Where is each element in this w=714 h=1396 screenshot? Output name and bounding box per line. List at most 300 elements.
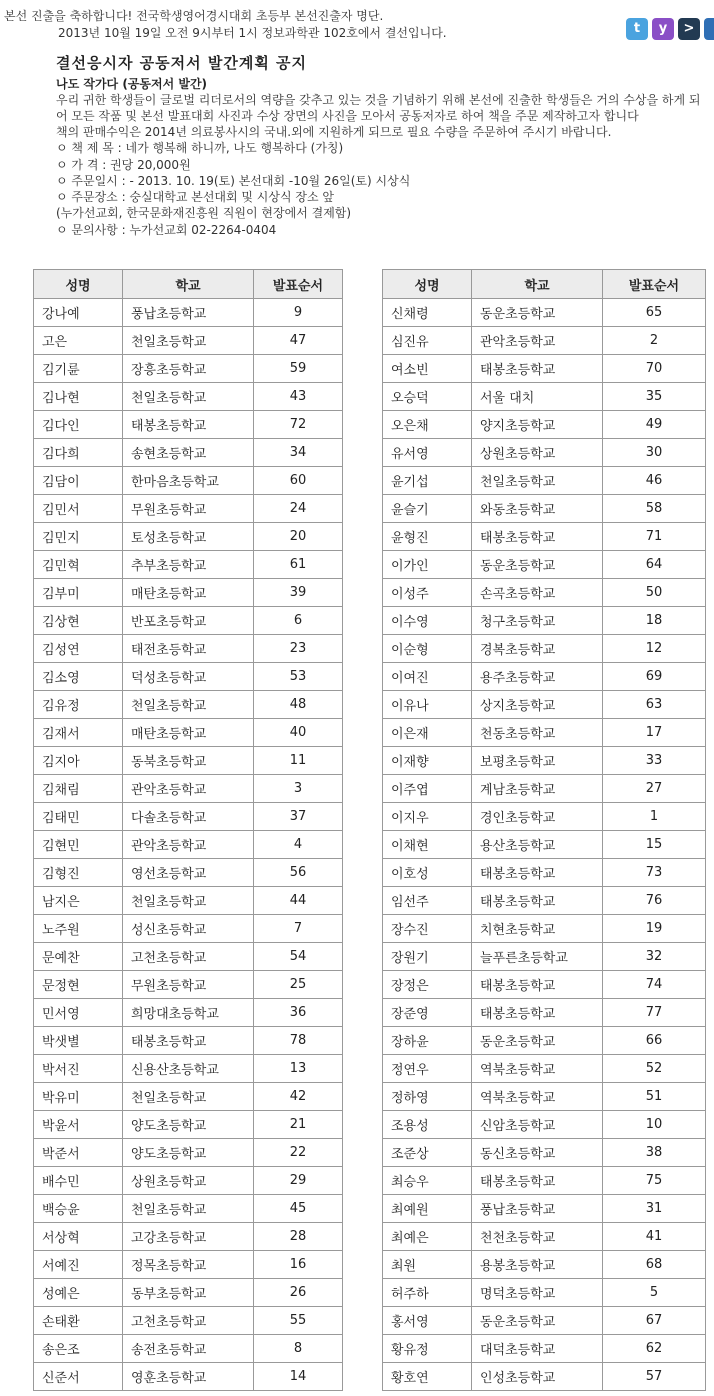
cell-school: 태봉초등학교 <box>472 355 603 383</box>
cell-order: 19 <box>603 915 706 943</box>
cell-name: 노주원 <box>34 915 123 943</box>
cell-school: 관악초등학교 <box>123 775 254 803</box>
table-row <box>383 859 706 887</box>
cell-name: 서예진 <box>34 1251 123 1279</box>
cell-name: 심진유 <box>383 327 472 355</box>
table-row <box>383 579 706 607</box>
cell-name: 이재향 <box>383 747 472 775</box>
cell-name: 이여진 <box>383 663 472 691</box>
cell-school: 천일초등학교 <box>123 691 254 719</box>
cell-school: 용봉초등학교 <box>472 1251 603 1279</box>
cell-name: 조용성 <box>383 1111 472 1139</box>
cell-order: 1 <box>603 803 706 831</box>
cell-school: 치현초등학교 <box>472 915 603 943</box>
cell-school: 동부초등학교 <box>123 1279 254 1307</box>
table-row <box>34 971 343 999</box>
cell-name: 이가인 <box>383 551 472 579</box>
cell-order: 50 <box>603 579 706 607</box>
cell-school: 태봉초등학교 <box>472 999 603 1027</box>
cell-name: 문정현 <box>34 971 123 999</box>
cell-school: 동운초등학교 <box>472 1307 603 1335</box>
cell-order: 64 <box>603 551 706 579</box>
table-row <box>383 1139 706 1167</box>
cell-school: 천동초등학교 <box>472 719 603 747</box>
cell-order: 47 <box>254 327 343 355</box>
table-row <box>34 719 343 747</box>
table-row <box>34 411 343 439</box>
table-row <box>383 747 706 775</box>
table-row <box>34 999 343 1027</box>
cell-school: 명덕초등학교 <box>472 1279 603 1307</box>
table-row <box>34 747 343 775</box>
table-row <box>34 691 343 719</box>
cell-order: 74 <box>603 971 706 999</box>
table-row <box>34 467 343 495</box>
cell-name: 김성연 <box>34 635 123 663</box>
cell-school: 상원초등학교 <box>123 1167 254 1195</box>
finalists-table-left <box>33 269 343 1391</box>
cell-order: 18 <box>603 607 706 635</box>
cell-name: 백승윤 <box>34 1195 123 1223</box>
table-header-row <box>34 270 343 299</box>
cell-name: 윤형진 <box>383 523 472 551</box>
table-row <box>383 1335 706 1363</box>
table-row <box>34 1251 343 1279</box>
cell-order: 61 <box>254 551 343 579</box>
cell-order: 29 <box>254 1167 343 1195</box>
table-row <box>383 467 706 495</box>
cell-school: 손곡초등학교 <box>472 579 603 607</box>
table-row <box>383 411 706 439</box>
cell-order: 14 <box>254 1363 343 1391</box>
cell-school: 무원초등학교 <box>123 495 254 523</box>
cell-order: 42 <box>254 1083 343 1111</box>
cell-school: 한마음초등학교 <box>123 467 254 495</box>
cell-name: 윤기섭 <box>383 467 472 495</box>
cell-name: 유서영 <box>383 439 472 467</box>
cell-order: 32 <box>603 943 706 971</box>
twitter-icon[interactable]: t <box>626 18 648 40</box>
table-row <box>383 915 706 943</box>
header-order: 발표순서 <box>254 270 343 299</box>
cell-name: 손태환 <box>34 1307 123 1335</box>
cell-name: 오은채 <box>383 411 472 439</box>
cell-order: 16 <box>254 1251 343 1279</box>
cell-name: 김지아 <box>34 747 123 775</box>
cell-school: 태봉초등학교 <box>472 859 603 887</box>
cell-order: 2 <box>603 327 706 355</box>
cell-order: 49 <box>603 411 706 439</box>
cell-order: 26 <box>254 1279 343 1307</box>
cell-name: 최승우 <box>383 1167 472 1195</box>
cell-order: 48 <box>254 691 343 719</box>
cell-name: 배수민 <box>34 1167 123 1195</box>
cell-school: 서울 대치 <box>472 383 603 411</box>
header-line-2: 2013년 10월 19일 오전 9시부터 1시 정보과학관 102호에서 결선입니다. <box>58 26 447 40</box>
cell-order: 40 <box>254 719 343 747</box>
cell-name: 김기륜 <box>34 355 123 383</box>
cell-name: 박준서 <box>34 1139 123 1167</box>
cell-school: 풍납초등학교 <box>472 1195 603 1223</box>
cell-order: 22 <box>254 1139 343 1167</box>
cell-order: 70 <box>603 355 706 383</box>
table-row <box>34 1195 343 1223</box>
cell-school: 동북초등학교 <box>123 747 254 775</box>
cell-school: 반포초등학교 <box>123 607 254 635</box>
table-row <box>383 971 706 999</box>
cell-name: 이유나 <box>383 691 472 719</box>
cell-name: 강나예 <box>34 299 123 327</box>
cell-name: 김태민 <box>34 803 123 831</box>
cell-order: 69 <box>603 663 706 691</box>
cell-school: 송현초등학교 <box>123 439 254 467</box>
table-row <box>383 1195 706 1223</box>
cell-school: 동운초등학교 <box>472 1027 603 1055</box>
cell-school: 태봉초등학교 <box>472 887 603 915</box>
notice-subtitle: 나도 작가다 (공동저서 발간) <box>56 77 208 91</box>
cell-order: 67 <box>603 1307 706 1335</box>
table-row <box>383 691 706 719</box>
cell-school: 천일초등학교 <box>123 1195 254 1223</box>
cell-order: 39 <box>254 579 343 607</box>
table-row <box>34 439 343 467</box>
cell-school: 역북초등학교 <box>472 1055 603 1083</box>
notice-item-contact: ㅇ 문의사항 : 누가선교회 02-2264-0404 <box>56 222 277 237</box>
cell-name: 신채령 <box>383 299 472 327</box>
cell-school: 천일초등학교 <box>123 383 254 411</box>
cell-school: 대덕초등학교 <box>472 1335 603 1363</box>
cell-school: 신용산초등학교 <box>123 1055 254 1083</box>
table-row <box>34 803 343 831</box>
cell-name: 김담이 <box>34 467 123 495</box>
table-row <box>34 1335 343 1363</box>
cell-order: 63 <box>603 691 706 719</box>
cell-order: 6 <box>254 607 343 635</box>
table-row <box>34 859 343 887</box>
cell-name: 임선주 <box>383 887 472 915</box>
cell-name: 윤슬기 <box>383 495 472 523</box>
cell-order: 30 <box>603 439 706 467</box>
cell-school: 매탄초등학교 <box>123 579 254 607</box>
cell-order: 75 <box>603 1167 706 1195</box>
cell-name: 김민서 <box>34 495 123 523</box>
table-row <box>383 355 706 383</box>
cell-school: 청구초등학교 <box>472 607 603 635</box>
cell-name: 이수영 <box>383 607 472 635</box>
cell-name: 여소빈 <box>383 355 472 383</box>
table-row <box>383 943 706 971</box>
cell-name: 신준서 <box>34 1363 123 1391</box>
cell-order: 59 <box>254 355 343 383</box>
notice-item-payment: (누가선교회, 한국문화재진흥원 직원이 현장에서 결제함) <box>56 206 352 221</box>
cell-name: 남지은 <box>34 887 123 915</box>
table-row <box>34 495 343 523</box>
table-row <box>383 887 706 915</box>
cell-order: 51 <box>603 1083 706 1111</box>
cell-school: 천일초등학교 <box>123 1083 254 1111</box>
cell-name: 김상현 <box>34 607 123 635</box>
cell-school: 고천초등학교 <box>123 1307 254 1335</box>
cell-name: 서상혁 <box>34 1223 123 1251</box>
cell-order: 34 <box>254 439 343 467</box>
cell-school: 덕성초등학교 <box>123 663 254 691</box>
cell-school: 동신초등학교 <box>472 1139 603 1167</box>
cell-name: 김현민 <box>34 831 123 859</box>
table-row <box>383 551 706 579</box>
table-row <box>34 635 343 663</box>
table-row <box>34 775 343 803</box>
notice-item-date: ㅇ 주문일시 : - 2013. 10. 19(토) 본선대회 -10월 26일(토) 시상식 <box>56 173 411 188</box>
table-row <box>34 1139 343 1167</box>
cell-order: 76 <box>603 887 706 915</box>
cell-name: 김다희 <box>34 439 123 467</box>
table-row <box>34 1279 343 1307</box>
table-row <box>34 579 343 607</box>
cell-name: 정하영 <box>383 1083 472 1111</box>
table-row <box>34 887 343 915</box>
cell-order: 9 <box>254 299 343 327</box>
notice-sale: 책의 판매수익은 2014년 의료봉사시의 국내.외에 지원하게 되므로 필요 수량을 주문하여 주시기 바랍니다. <box>56 125 612 139</box>
cell-school: 정목초등학교 <box>123 1251 254 1279</box>
cell-name: 김나현 <box>34 383 123 411</box>
cell-name: 장원기 <box>383 943 472 971</box>
cell-order: 10 <box>603 1111 706 1139</box>
cell-order: 25 <box>254 971 343 999</box>
cell-order: 71 <box>603 523 706 551</box>
table-row <box>34 355 343 383</box>
table-row <box>34 915 343 943</box>
cell-order: 56 <box>254 859 343 887</box>
cell-name: 이채현 <box>383 831 472 859</box>
table-row <box>383 775 706 803</box>
table-row <box>34 831 343 859</box>
cell-order: 73 <box>603 859 706 887</box>
cell-school: 성신초등학교 <box>123 915 254 943</box>
table-row <box>383 495 706 523</box>
cell-name: 이호성 <box>383 859 472 887</box>
cell-school: 용주초등학교 <box>472 663 603 691</box>
cell-name: 김민지 <box>34 523 123 551</box>
cell-order: 35 <box>603 383 706 411</box>
header-school: 학교 <box>123 270 254 299</box>
cell-order: 20 <box>254 523 343 551</box>
cell-school: 매탄초등학교 <box>123 719 254 747</box>
table-row <box>34 663 343 691</box>
table-row <box>34 383 343 411</box>
table-row <box>383 1027 706 1055</box>
header-name: 성명 <box>383 270 472 299</box>
cell-school: 태봉초등학교 <box>472 523 603 551</box>
cell-order: 58 <box>603 495 706 523</box>
cell-order: 57 <box>603 1363 706 1391</box>
table-row <box>383 1363 706 1391</box>
cell-school: 추부초등학교 <box>123 551 254 579</box>
cell-name: 장하윤 <box>383 1027 472 1055</box>
cell-order: 37 <box>254 803 343 831</box>
cell-name: 김채림 <box>34 775 123 803</box>
cell-name: 조준상 <box>383 1139 472 1167</box>
cell-order: 77 <box>603 999 706 1027</box>
cell-name: 성예은 <box>34 1279 123 1307</box>
cell-name: 최예은 <box>383 1223 472 1251</box>
notice-item-place: ㅇ 주문장소 : 숭실대학교 본선대회 및 시상식 장소 앞 <box>56 190 334 205</box>
table-row <box>383 327 706 355</box>
cell-order: 31 <box>603 1195 706 1223</box>
cell-name: 장준영 <box>383 999 472 1027</box>
table-row <box>383 607 706 635</box>
cell-order: 8 <box>254 1335 343 1363</box>
cell-school: 풍납초등학교 <box>123 299 254 327</box>
cell-school: 무원초등학교 <box>123 971 254 999</box>
table-row <box>34 1363 343 1391</box>
table-row <box>383 1279 706 1307</box>
header-order: 발표순서 <box>603 270 706 299</box>
cell-school: 다솔초등학교 <box>123 803 254 831</box>
header-school: 학교 <box>472 270 603 299</box>
cell-school: 관악초등학교 <box>123 831 254 859</box>
cell-school: 천일초등학교 <box>123 327 254 355</box>
cell-name: 김소영 <box>34 663 123 691</box>
cell-school: 보평초등학교 <box>472 747 603 775</box>
facebook-icon[interactable] <box>704 18 714 40</box>
cell-school: 천일초등학교 <box>472 467 603 495</box>
cell-name: 황유정 <box>383 1335 472 1363</box>
cell-school: 상지초등학교 <box>472 691 603 719</box>
table-row <box>383 663 706 691</box>
table-row <box>34 1307 343 1335</box>
cell-order: 17 <box>603 719 706 747</box>
table-row <box>383 803 706 831</box>
cell-school: 태봉초등학교 <box>472 1167 603 1195</box>
cell-school: 경복초등학교 <box>472 635 603 663</box>
cell-order: 36 <box>254 999 343 1027</box>
cell-order: 44 <box>254 887 343 915</box>
cell-school: 양도초등학교 <box>123 1139 254 1167</box>
cell-order: 68 <box>603 1251 706 1279</box>
table-row <box>383 635 706 663</box>
cell-order: 23 <box>254 635 343 663</box>
notice-section <box>56 52 708 238</box>
cell-school: 용산초등학교 <box>472 831 603 859</box>
cell-name: 박윤서 <box>34 1111 123 1139</box>
notice-item-price: ㅇ 가 격 : 권당 20,000원 <box>56 157 191 172</box>
table-row <box>34 1111 343 1139</box>
cell-school: 토성초등학교 <box>123 523 254 551</box>
cell-school: 태봉초등학교 <box>472 971 603 999</box>
cell-name: 홍서영 <box>383 1307 472 1335</box>
cell-order: 7 <box>254 915 343 943</box>
cell-name: 이은재 <box>383 719 472 747</box>
cell-school: 영선초등학교 <box>123 859 254 887</box>
table-row <box>383 1055 706 1083</box>
cell-order: 54 <box>254 943 343 971</box>
cell-name: 김유정 <box>34 691 123 719</box>
cell-order: 52 <box>603 1055 706 1083</box>
cell-school: 인성초등학교 <box>472 1363 603 1391</box>
cell-name: 김다인 <box>34 411 123 439</box>
cell-name: 민서영 <box>34 999 123 1027</box>
cell-name: 김형진 <box>34 859 123 887</box>
table-row <box>383 299 706 327</box>
cell-order: 65 <box>603 299 706 327</box>
table-row <box>383 1223 706 1251</box>
notice-paragraph: 우리 귀한 학생들이 글로벌 리더로서의 역량을 갖추고 있는 것을 기념하기 위해 본선에 진출한 학생들은 거의 수상을 하게 되어 모든 작품 및 본선 발표대회 사진과 수상 장면의 사진을 모아서 공동저자로 하여 책을 주문 제작하고자 합니다 <box>56 93 701 123</box>
cell-order: 27 <box>603 775 706 803</box>
cell-name: 박서진 <box>34 1055 123 1083</box>
cell-name: 이순형 <box>383 635 472 663</box>
cell-name: 장수진 <box>383 915 472 943</box>
cell-school: 늘푸른초등학교 <box>472 943 603 971</box>
header-line-1: 본선 진출을 축하합니다! 전국학생영어경시대회 초등부 본선진출자 명단. <box>4 9 384 23</box>
cell-school: 관악초등학교 <box>472 327 603 355</box>
cell-order: 66 <box>603 1027 706 1055</box>
cell-order: 5 <box>603 1279 706 1307</box>
table-row <box>34 551 343 579</box>
cell-name: 김재서 <box>34 719 123 747</box>
table-row <box>34 299 343 327</box>
share-bar <box>626 18 714 40</box>
cell-school: 천천초등학교 <box>472 1223 603 1251</box>
cell-order: 24 <box>254 495 343 523</box>
cell-school: 영훈초등학교 <box>123 1363 254 1391</box>
cell-school: 동운초등학교 <box>472 551 603 579</box>
table-row <box>383 523 706 551</box>
cell-order: 60 <box>254 467 343 495</box>
table-row <box>34 943 343 971</box>
share-icon[interactable]: > <box>678 18 700 40</box>
table-row <box>383 1307 706 1335</box>
cell-name: 장정은 <box>383 971 472 999</box>
cell-order: 72 <box>254 411 343 439</box>
cell-order: 15 <box>603 831 706 859</box>
cell-school: 신암초등학교 <box>472 1111 603 1139</box>
table-row <box>383 1251 706 1279</box>
cell-school: 장흥초등학교 <box>123 355 254 383</box>
table-row <box>383 1111 706 1139</box>
table-row <box>383 1167 706 1195</box>
cell-name: 고은 <box>34 327 123 355</box>
table-row <box>34 523 343 551</box>
table-row <box>34 1027 343 1055</box>
table-row <box>34 607 343 635</box>
table-row <box>383 719 706 747</box>
cell-school: 경인초등학교 <box>472 803 603 831</box>
cell-name: 송은조 <box>34 1335 123 1363</box>
cell-school: 양도초등학교 <box>123 1111 254 1139</box>
cell-order: 53 <box>254 663 343 691</box>
cell-order: 28 <box>254 1223 343 1251</box>
notice-item-title: ㅇ 책 제 목 : 네가 행복해 하니까, 나도 행복하다 (가칭) <box>56 141 344 156</box>
cell-name: 김부미 <box>34 579 123 607</box>
cell-school: 역북초등학교 <box>472 1083 603 1111</box>
table-row <box>34 1223 343 1251</box>
cell-school: 와동초등학교 <box>472 495 603 523</box>
table-row <box>383 383 706 411</box>
cell-order: 45 <box>254 1195 343 1223</box>
cell-school: 고강초등학교 <box>123 1223 254 1251</box>
table-header-row <box>383 270 706 299</box>
cell-name: 오승덕 <box>383 383 472 411</box>
yozm-icon[interactable]: y <box>652 18 674 40</box>
cell-school: 상원초등학교 <box>472 439 603 467</box>
table-row <box>383 999 706 1027</box>
cell-school: 동운초등학교 <box>472 299 603 327</box>
cell-order: 43 <box>254 383 343 411</box>
cell-school: 태전초등학교 <box>123 635 254 663</box>
cell-school: 태봉초등학교 <box>123 411 254 439</box>
cell-name: 황호연 <box>383 1363 472 1391</box>
cell-school: 계남초등학교 <box>472 775 603 803</box>
